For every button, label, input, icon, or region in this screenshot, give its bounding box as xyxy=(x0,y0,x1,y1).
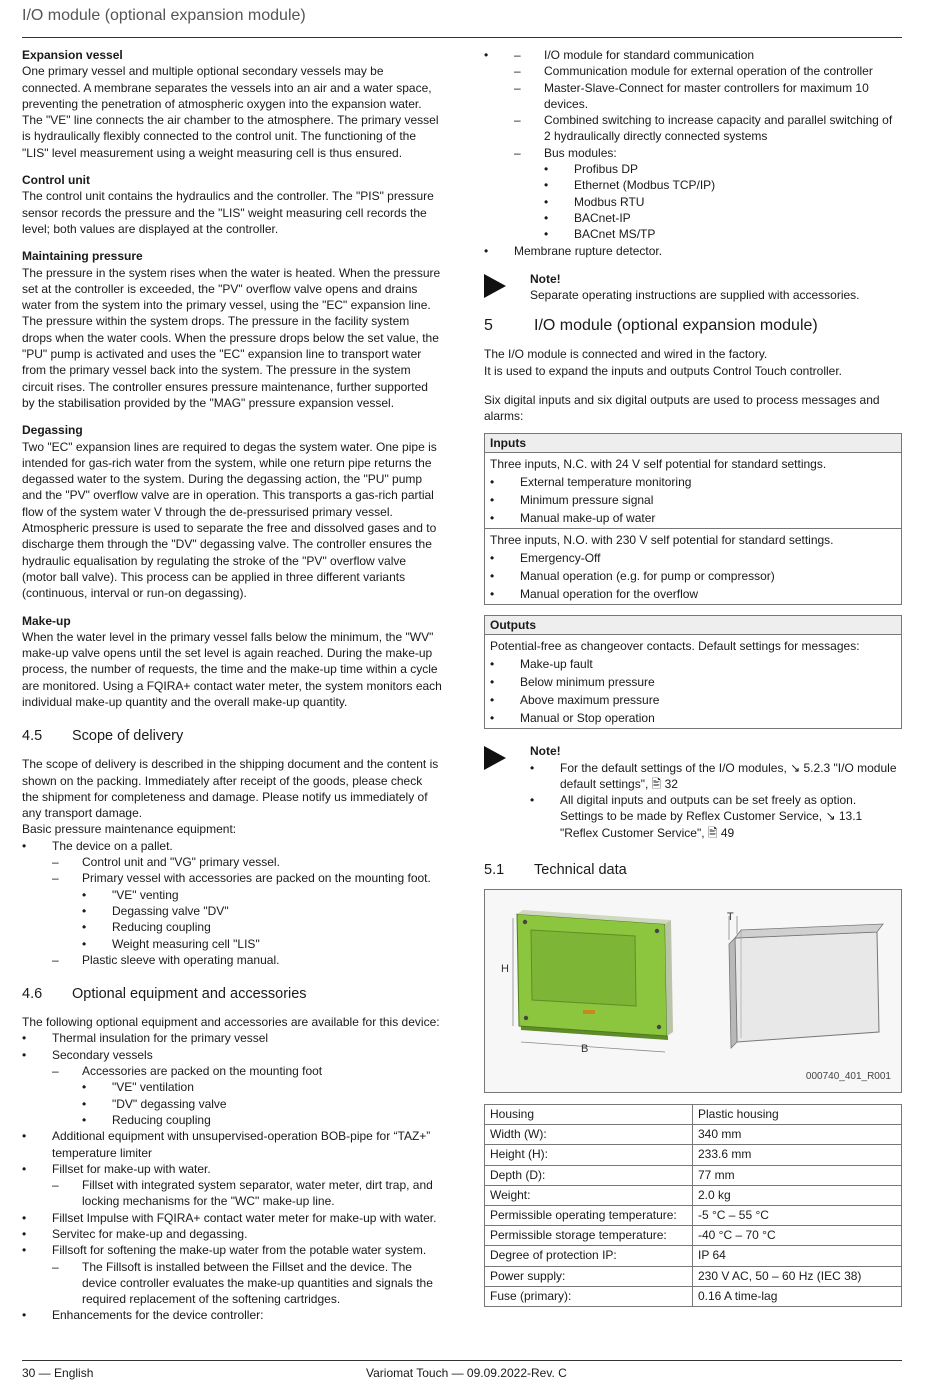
table-cell-value: 340 mm xyxy=(693,1125,902,1145)
text-control-unit: The control unit contains the hydraulics and the controller. The "PIS" pressure sensor records the pressure and the "LIS" weight measuring cell records the level; both values are displayed at the controller. xyxy=(22,189,434,236)
sub-list xyxy=(52,854,442,968)
list-item: • Manual operation for the overflow xyxy=(490,585,896,603)
list-item: • "DV" degassing valve xyxy=(82,1096,442,1112)
inputs-group-nc xyxy=(485,453,901,528)
list-item: – Communication module for external operation of the controller xyxy=(514,63,902,79)
scope-list xyxy=(22,838,442,968)
list-item xyxy=(52,870,442,951)
list-item: • Additional equipment with unsupervised-operation BOB-pipe for “TAZ+” temperature limiter xyxy=(22,1128,442,1161)
technical-data-table xyxy=(484,1104,902,1307)
list-item-text: Fillset for make-up with water. xyxy=(52,1161,211,1176)
table-cell-value: IP 64 xyxy=(693,1246,902,1266)
page-header xyxy=(22,6,902,38)
table-cell-key: Degree of protection IP: xyxy=(485,1246,693,1266)
outputs-group-text: Potential-free as changeover contacts. Default settings for messages: xyxy=(490,639,860,654)
list-item: • Servitec for make-up and degassing. xyxy=(22,1226,442,1242)
text-io-1: The I/O module is connected and wired in the factory. xyxy=(484,347,768,362)
list-item: • Ethernet (Modbus TCP/IP) xyxy=(544,177,902,193)
table-cell-key: Permissible storage temperature: xyxy=(485,1226,693,1246)
list-item: • Enhancements for the device controller: xyxy=(22,1307,442,1323)
sub-sub-list xyxy=(82,887,442,952)
text-expansion-vessel: One primary vessel and multiple optional secondary vessels may be connected. A membrane separates the vessels into an air and a water space, preventing the penetration of atmospheric oxygen into the expansion water. The "VE" line connects the air chamber to the atmosphere. The primary vessel is hydraulically flexibly connected to the control unit. The functioning of the "LIS" level measurement using a weight measuring cell is thus ensured. xyxy=(22,64,439,160)
note-accessories xyxy=(484,271,902,304)
table-row xyxy=(485,1185,902,1205)
note-list xyxy=(530,760,902,841)
inputs-group-no xyxy=(485,528,901,604)
list-item: • Modbus RTU xyxy=(544,194,902,210)
note-arrow-icon xyxy=(484,271,530,304)
section-title: Optional equipment and accessories xyxy=(72,986,307,1003)
table-row xyxy=(485,1145,902,1165)
table-cell-value: 233.6 mm xyxy=(693,1145,902,1165)
note-default-settings xyxy=(484,743,902,841)
list-item: • "VE" venting xyxy=(82,887,442,903)
note-title: Note! xyxy=(530,271,561,286)
list-item: • Degassing valve "DV" xyxy=(82,903,442,919)
table-cell-value: -5 °C – 55 °C xyxy=(693,1205,902,1225)
list-item: • Manual operation (e.g. for pump or compressor) xyxy=(490,567,896,585)
section-title: Scope of delivery xyxy=(72,728,184,745)
list-item-continued xyxy=(484,47,902,243)
list-item xyxy=(22,1242,442,1307)
list-item-text: Primary vessel with accessories are packed on the mounting foot. xyxy=(82,871,431,886)
device-figure xyxy=(484,889,902,1093)
logo-badge xyxy=(583,1010,595,1014)
table-row xyxy=(485,1266,902,1286)
sub-sub-list xyxy=(82,1079,442,1128)
table-cell-value: 230 V AC, 50 – 60 Hz (IEC 38) xyxy=(693,1266,902,1286)
list-item xyxy=(22,1161,442,1210)
text-scope: The scope of delivery is described in the shipping document and the content is shown on the packing. Immediately after receipt of the goods, please check the shipment for completeness and damage. Please notify us immediately of any transport damage. xyxy=(22,757,439,821)
list-item: • Manual or Stop operation xyxy=(490,709,896,727)
table-cell-key: Fuse (primary): xyxy=(485,1286,693,1306)
list-item xyxy=(22,1047,442,1128)
section-title: I/O module (optional expansion module) xyxy=(534,317,818,335)
list-item: • Emergency-Off xyxy=(490,549,896,567)
list-item: • "VE" ventilation xyxy=(82,1079,442,1095)
inputs-group-text: Three inputs, N.O. with 230 V self potential for standard settings. xyxy=(490,532,834,547)
table-row xyxy=(485,1165,902,1185)
device-illustration xyxy=(485,890,901,1092)
table-cell-key: Width (W): xyxy=(485,1125,693,1145)
list-item: • Fillset Impulse with FQIRA+ contact water meter for make-up with water. xyxy=(22,1210,442,1226)
text-makeup: When the water level in the primary vessel falls below the minimum, the "WV" make-up valve opens until the set level is again reached. During the make-up process, the number of requests, the time and the make-up time within a cycle are monitored. Using a FQIRA+ contact water meter, the system monitors each individual make-up quantity and the overall make-up quantity. xyxy=(22,629,442,709)
list-item: – Plastic sleeve with operating manual. xyxy=(52,952,442,968)
list-item: – Combined switching to increase capacity and parallel switching of 2 hydraulically directly connected systems xyxy=(514,112,902,145)
text-scope-intro: Basic pressure maintenance equipment: xyxy=(22,822,237,837)
list-item-text: Bus modules: xyxy=(544,145,617,160)
left-column xyxy=(22,47,442,1324)
screw-icon xyxy=(655,929,659,933)
list-item[interactable]: • For the default settings of the I/O modules, ↘ 5.2.3 "I/O module default settings", 🖹 32 xyxy=(530,760,902,793)
note-title: Note! xyxy=(530,744,561,759)
screw-icon xyxy=(657,1025,661,1029)
list-item: • Reducing coupling xyxy=(82,919,442,935)
list-item: • Membrane rupture detector. xyxy=(484,243,902,259)
list-item: • Make-up fault xyxy=(490,655,896,673)
table-row xyxy=(485,1286,902,1306)
outputs-group xyxy=(485,635,901,728)
membrane-list xyxy=(484,243,902,259)
table-cell-key: Permissible operating temperature: xyxy=(485,1205,693,1225)
section-heading-scope xyxy=(22,727,442,745)
list-item-text: Secondary vessels xyxy=(52,1047,153,1062)
list-item: – • I/O module for standard communication xyxy=(514,47,902,63)
list-item: • Below minimum pressure xyxy=(490,673,896,691)
screw-icon xyxy=(523,920,527,924)
list-item: • Thermal insulation for the primary vessel xyxy=(22,1030,442,1046)
section-number: 5.1 xyxy=(484,862,505,879)
list-item: • Minimum pressure signal xyxy=(490,491,896,509)
section-number: 5 xyxy=(484,317,493,335)
heading-control-unit: Control unit xyxy=(22,173,90,188)
enhancements-list xyxy=(484,47,902,243)
note-arrow-icon xyxy=(484,743,530,841)
text-degassing: Two "EC" expansion lines are required to degas the system water. One pipe is intended for gas-rich water from the system, while one return pipe returns the degassed water to the system. During the degassing action, the "PU" pump and the "PV" overflow valve are in operation. This transports a gas-rich partial flow of the system water V through the de-pressurised primary vessel. Atmospheric pressure is used to separate the free and dissolved gases and to discharge them through the "DV" degassing valve. The controller ensures the hydraulic equalisation by regulating the stroke of the "PV" overflow valve (motor ball valve). This process can be applied in three different variants (continuous, interval or run-on degassing). xyxy=(22,439,437,601)
list-item: – Master-Slave-Connect for master controllers for maximum 10 devices. xyxy=(514,80,902,113)
list-item xyxy=(22,838,442,968)
heading-degassing: Degassing xyxy=(22,423,83,438)
section-title: Technical data xyxy=(534,862,627,879)
table-cell-key: Housing xyxy=(485,1105,693,1125)
note-text: Separate operating instructions are supplied with accessories. xyxy=(530,288,860,303)
figure-id: 000740_401_R001 xyxy=(805,1070,891,1082)
list-item xyxy=(52,1063,442,1128)
section-heading-io xyxy=(484,317,902,335)
section-heading-tech xyxy=(484,861,902,879)
page-footer xyxy=(22,1360,902,1382)
dimension-h-label: H xyxy=(501,963,509,976)
outputs-box xyxy=(484,615,902,729)
list-item xyxy=(514,145,902,243)
table-row xyxy=(485,1105,902,1125)
inputs-list xyxy=(490,549,896,603)
section-number: 4.5 xyxy=(22,728,43,745)
table-cell-value: Plastic housing xyxy=(693,1105,902,1125)
heading-expansion-vessel: Expansion vessel xyxy=(22,48,123,62)
list-item: • External temperature monitoring xyxy=(490,473,896,491)
list-item-text: Accessories are packed on the mounting foot xyxy=(82,1064,323,1079)
text-io-2: It is used to expand the inputs and outputs Control Touch controller. xyxy=(484,363,843,378)
text-optional-intro: The following optional equipment and accessories are available for this device: xyxy=(22,1015,440,1030)
text-io-3: Six digital inputs and six digital outputs are used to process messages and alarms: xyxy=(484,393,880,424)
list-item: – Fillset with integrated system separator, water meter, dirt trap, and locking mechanisms for the "WC" make-up line. xyxy=(52,1177,442,1210)
list-item: • Manual make-up of water xyxy=(490,509,896,527)
sub-list xyxy=(52,1259,442,1308)
section-number: 4.6 xyxy=(22,986,43,1003)
sub-list xyxy=(52,1063,442,1128)
section-heading-optional xyxy=(22,985,442,1003)
footer-page-number: 30 — English xyxy=(22,1366,94,1380)
list-item: – The Fillsoft is installed between the Fillset and the device. The device controller evaluates the make-up quantities and signals the required replacement of the softening cartridges. xyxy=(52,1259,442,1308)
text-maintaining-pressure: The pressure in the system rises when the water is heated. When the pressure set at the controller is exceeded, the "PV" overflow valve opens and drains water from the system into the primary vessel, using the "EC" expansion line. The pressure within the system drops. The pressure in the facility system drops when the water cools. When the pressure drops below the set value, the "PU" pump is activated and uses the "EC" expansion line to transport water from the primary vessel back into the system. The pressure in the system circuit rises. The controller ensures pressure maintenance, further supported by the stabilisation provided by the "MAG" pressure expansion vessel. xyxy=(22,265,441,410)
footer-document-title: Variomat Touch — 09.09.2022-Rev. C xyxy=(366,1366,567,1380)
table-cell-value: 0.16 A time-lag xyxy=(693,1286,902,1306)
table-row xyxy=(485,1205,902,1225)
sub-list xyxy=(514,47,902,243)
list-item: • Above maximum pressure xyxy=(490,691,896,709)
table-row xyxy=(485,1226,902,1246)
list-item[interactable]: • All digital inputs and outputs can be set freely as option. Settings to be made by Reflex Customer Service, ↘ 13.1 "Reflex Customer Service", 🖹 49 xyxy=(530,792,902,841)
list-item: • BACnet-IP xyxy=(544,210,902,226)
right-column xyxy=(484,47,902,1307)
device-side-view xyxy=(735,932,879,1042)
list-item: – Control unit and "VG" primary vessel. xyxy=(52,854,442,870)
inputs-box xyxy=(484,433,902,605)
outputs-list xyxy=(490,655,896,727)
table-cell-value: 77 mm xyxy=(693,1165,902,1185)
list-item: • Reducing coupling xyxy=(82,1112,442,1128)
outputs-heading: Outputs xyxy=(485,616,901,635)
table-cell-key: Power supply: xyxy=(485,1266,693,1286)
heading-makeup: Make-up xyxy=(22,613,71,628)
heading-maintaining-pressure: Maintaining pressure xyxy=(22,249,143,264)
optional-list xyxy=(22,1030,442,1323)
list-item: • Profibus DP xyxy=(544,161,902,177)
table-row xyxy=(485,1246,902,1266)
list-item-text: The device on a pallet. xyxy=(52,838,173,853)
list-item-text: Fillsoft for softening the make-up water from the potable water system. xyxy=(52,1243,427,1258)
table-cell-value: -40 °C – 70 °C xyxy=(693,1226,902,1246)
device-panel xyxy=(531,930,636,1006)
table-cell-key: Height (H): xyxy=(485,1145,693,1165)
bus-modules-list xyxy=(544,161,902,242)
inputs-list xyxy=(490,473,896,527)
header-title: I/O module (optional expansion module) xyxy=(22,7,306,24)
list-item: • Weight measuring cell "LIS" xyxy=(82,936,442,952)
table-cell-value: 2.0 kg xyxy=(693,1185,902,1205)
sub-list xyxy=(52,1177,442,1210)
screw-icon xyxy=(524,1016,528,1020)
inputs-group-text: Three inputs, N.C. with 24 V self potential for standard settings. xyxy=(490,456,827,471)
dimension-t-label: T xyxy=(727,911,734,924)
table-cell-key: Weight: xyxy=(485,1185,693,1205)
table-cell-key: Depth (D): xyxy=(485,1165,693,1185)
inputs-heading: Inputs xyxy=(485,434,901,453)
table-row xyxy=(485,1125,902,1145)
dimension-b-label: B xyxy=(581,1043,589,1056)
list-item: • BACnet MS/TP xyxy=(544,226,902,242)
